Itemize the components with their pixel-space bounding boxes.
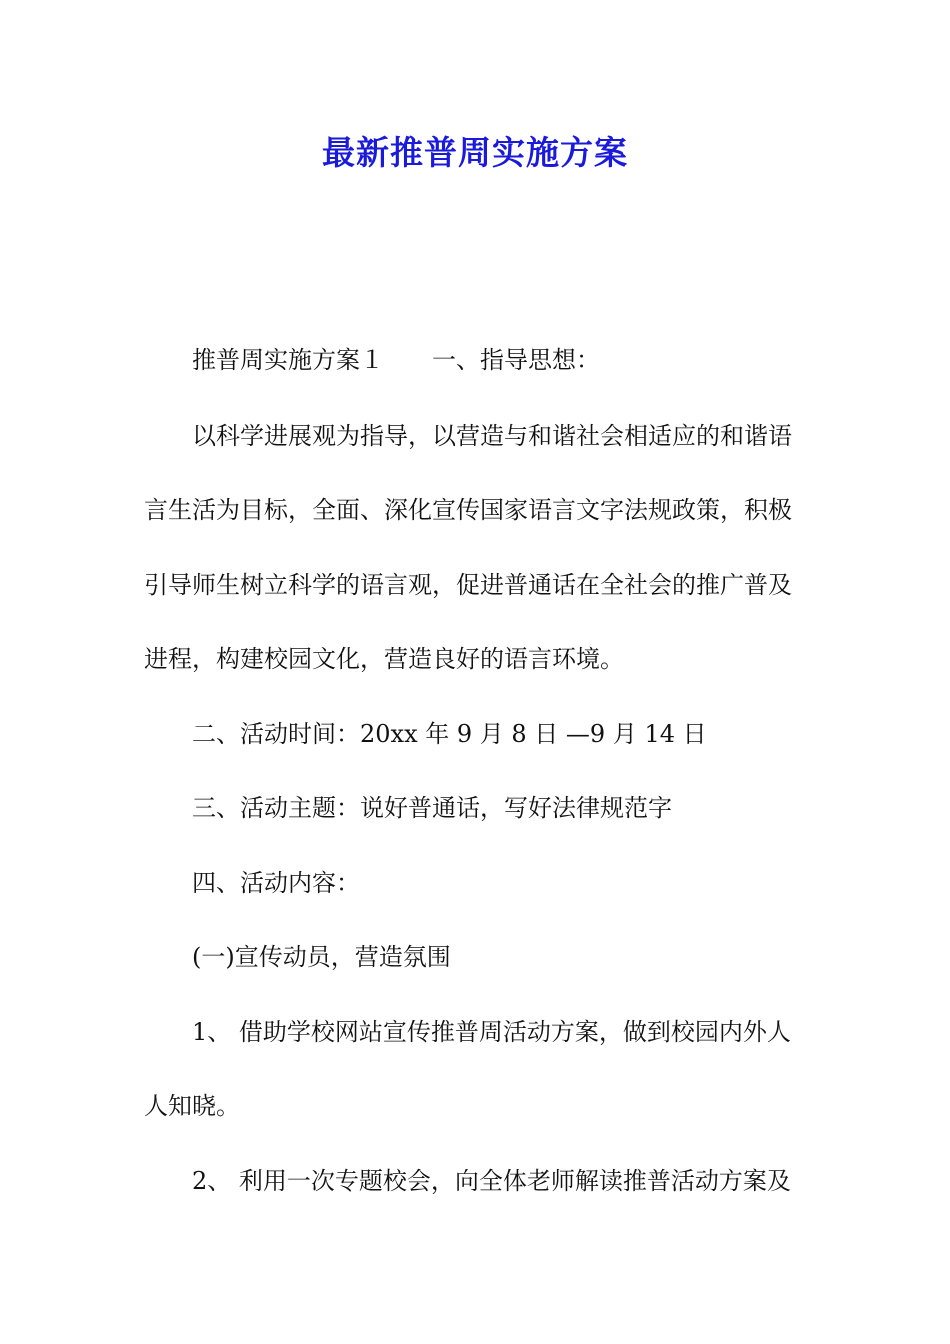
section-heading-activity-content: 四、活动内容：: [192, 869, 360, 897]
subsection-heading: (一)宣传动员，营造氛围: [192, 943, 451, 971]
section-heading-activity-time: 二、活动时间：20xx 年 9 月 8 日 —9 月 14 日: [192, 720, 707, 748]
list-item-2-line: 2、 利用一次专题校会，向全体老师解读推普活动方案及: [192, 1167, 791, 1195]
document-title: 最新推普周实施方案: [322, 133, 628, 172]
section-heading-guiding-thought: 一、指导思想：: [432, 346, 600, 374]
list-item-1-continuation: 人知晓。: [144, 1092, 240, 1120]
section-heading-activity-theme: 三、活动主题：说好普通话，写好法律规范字: [192, 794, 672, 822]
paragraph-line: 进程，构建校园文化，营造良好的语言环境。: [144, 645, 624, 673]
heading-line-plan-1: [192, 342, 812, 378]
plan-label: 推普周实施方案１: [192, 346, 384, 374]
paragraph-line: 以科学进展观为指导，以营造与和谐社会相适应的和谐语: [192, 422, 792, 450]
paragraph-line: 引导师生树立科学的语言观，促进普通话在全社会的推广普及: [144, 571, 792, 599]
paragraph-line: 言生活为目标，全面、深化宣传国家语言文字法规政策，积极: [144, 496, 792, 524]
list-item-1-line: 1、 借助学校网站宣传推普周活动方案，做到校园内外人: [192, 1018, 791, 1046]
